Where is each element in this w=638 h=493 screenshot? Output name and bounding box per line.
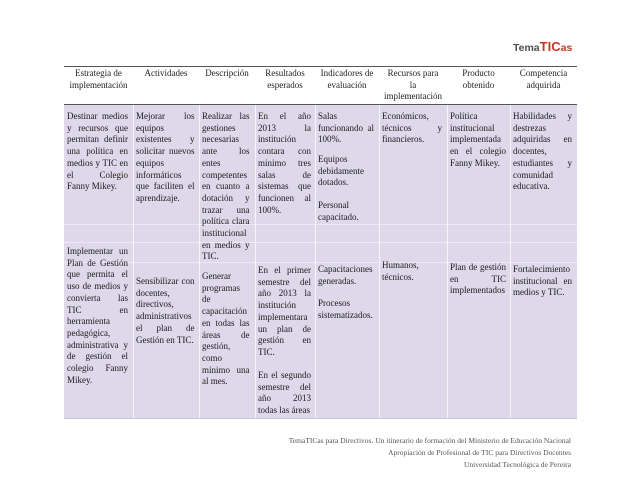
producto-item-2: Plan de gestión en TIC implementados: [450, 262, 506, 296]
competencia-item-1: Habilidades y destrezas adquiridas en docentes, estudiantes y comunidad educativa.: [513, 111, 572, 192]
footer-line-course: Apropiación de Profesional de TIC para Directivos Docentes: [388, 448, 571, 457]
indicador-item-1: Salas funcionando al 100%.: [318, 111, 374, 145]
header-producto: Producto obtenido: [462, 68, 495, 90]
table-header-row: [64, 66, 577, 104]
resultado-item-1: En el año 2013 la institución contara con mínimo tres salas de sistemas que funcionen al 100%.: [258, 111, 311, 215]
descripcion-item-1: Realizar las gestiones necesarias ante los entes competentes en cuanto a dotación y trazar una política clara institucional en medios y TIC.: [202, 111, 250, 262]
indicador-item-5: Procesos sistematizados.: [318, 298, 373, 320]
resultado-item-3: En el segundo semestre del año 2013 todas las áreas: [258, 370, 311, 416]
footer-line-university: Universidad Tecnológica de Pereira: [463, 460, 571, 469]
indicador-item-4: Capacitaciones generadas.: [318, 264, 373, 286]
competencia-item-2: Fortalecimiento institucional en medios y TIC.: [513, 264, 572, 298]
resultado-item-2: En el primer semestre del año 2013 la institución implementara un plan de gestión en TIC.: [258, 265, 311, 357]
header-recursos: Recursos para la implementación: [384, 68, 442, 101]
logo-text-tic: TIC: [539, 39, 561, 54]
logo: [513, 39, 572, 56]
indicador-item-3: Personal capacitado.: [318, 200, 359, 222]
producto-item-1: Política institucional implementada en el colegio Fanny Mikey.: [450, 111, 506, 168]
actividad-item-1: Mejorar los equipos existentes y solicitar nuevos equipos informáticos que faciliten el aprendizaje.: [136, 111, 195, 203]
descripcion-item-2: Generar programas de capacitación en todas las áreas de gestión, como mínimo una al mes.: [202, 271, 250, 387]
row-divider: [64, 242, 577, 243]
header-estrategia: Estrategia de implementación: [69, 68, 128, 90]
estrategia-item-2: Implementar un Plan de Gestión que permita el uso de medios y convierta las TIC en herramienta pedagógica, administrativa y de gestión el colegio Fanny Mikey.: [67, 246, 128, 385]
actividad-item-2: Sensibilizar con docentes, directivos, administrativos el plan de Gestión en TIC.: [136, 276, 195, 345]
header-indicadores: Indicadores de evaluación: [320, 68, 374, 90]
strategy-table: [64, 66, 577, 419]
indicador-item-2: Equipos debidamente dotados.: [318, 154, 364, 188]
table-body: [64, 105, 577, 419]
footer-line-program: TemaTICas para Directivos. Un itinerario de formación del Ministerio de Educación Nacional: [288, 436, 571, 445]
recurso-item-2: Humanos, técnicos.: [382, 260, 419, 282]
recurso-item-1: Económicos, técnicos y financieros.: [382, 111, 442, 145]
header-actividades: Actividades: [144, 68, 188, 78]
estrategia-item-1: Destinar medios y recursos que permitan definir una política en medios y TIC en el Colegio Fanny Mikey.: [67, 111, 128, 192]
header-descripcion: Descripción: [205, 68, 249, 78]
row-divider: [64, 224, 577, 225]
header-resultados: Resultados esperados: [265, 68, 305, 90]
footer: [289, 435, 571, 471]
logo-text-as: as: [560, 42, 573, 54]
header-competencia: Competencia adquirida: [519, 68, 568, 90]
logo-text-tema: Tema: [513, 42, 540, 54]
